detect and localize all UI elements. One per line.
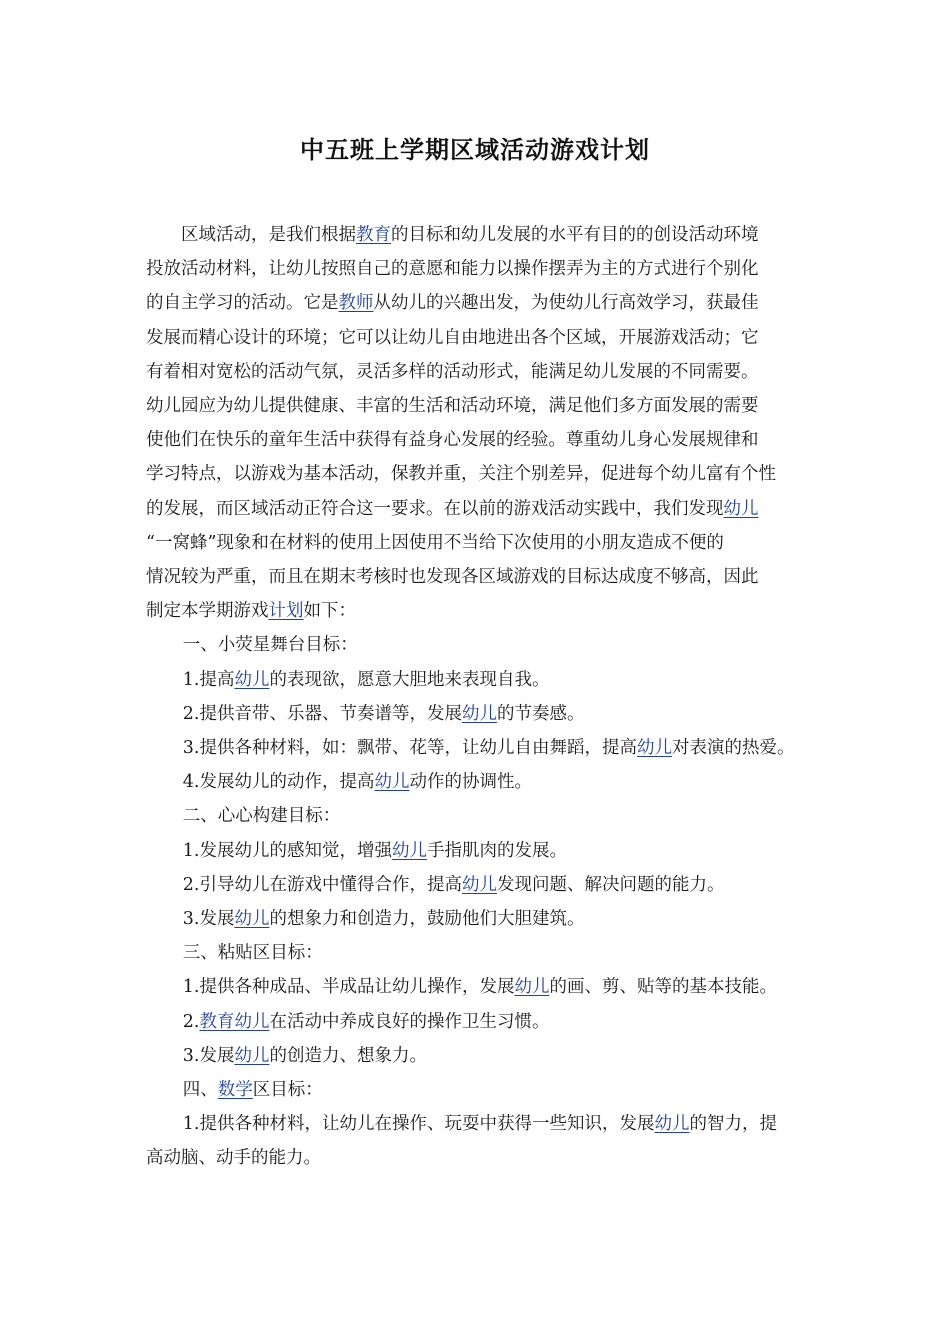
link-youer[interactable]: 幼儿 [461, 703, 497, 724]
text-run: 3.发展 [182, 1045, 235, 1066]
link-shuxue[interactable]: 数学 [217, 1080, 253, 1101]
link-jihua[interactable]: 计划 [268, 601, 304, 622]
section-heading-3: 三、粘贴区目标： [182, 943, 323, 964]
intro-line-6: 幼儿园应为幼儿提供健康、丰富的生活和活动环境，满足他们多方面发展的需要 [146, 396, 759, 417]
link-youer[interactable]: 幼儿 [461, 874, 497, 895]
link-jiaoshi[interactable]: 教师 [338, 293, 374, 314]
text-run: 从幼儿的兴趣出发，为使幼儿行高效学习，获最佳 [373, 293, 759, 314]
text-run: 3.提供各种材料，如：飘带、花等，让幼儿自由舞蹈，提高 [182, 738, 637, 759]
section-2-item-2 [146, 868, 810, 902]
link-youer[interactable]: 幼儿 [636, 738, 672, 759]
document-title: 中五班上学期区域活动游戏计划 [300, 135, 650, 164]
text-run: 手指肌肉的发展。 [426, 840, 567, 861]
link-jiaoyu[interactable]: 教育 [356, 225, 391, 245]
section-heading-1: 一、小荧星舞台目标： [182, 635, 358, 656]
intro-line-12 [146, 594, 810, 628]
section-1-item-1 [146, 663, 810, 697]
intro-line-11: 情况较为严重，而且在期末考核时也发现各区域游戏的目标达成度不够高，因此 [146, 567, 759, 588]
intro-line-10: “一窝蜂”现象和在材料的使用上因使用不当给下次使用的小朋友造成不便的 [146, 532, 724, 553]
text-run: 的发展，而区域活动正符合这一要求。在以前的游戏活动实践中，我们发现 [146, 498, 724, 519]
section-4-item-1 [146, 1107, 810, 1141]
text-run: 的目标和幼儿发展的水平有目的的创设活动环境 [391, 225, 759, 245]
text-run: 的自主学习的活动。它是 [146, 293, 339, 314]
link-youer[interactable]: 幼儿 [234, 1045, 270, 1066]
section-1-item-4 [146, 765, 810, 799]
text-run: 发现问题、解决问题的能力。 [496, 874, 725, 895]
intro-line-5: 有着相对宽松的活动气氛，灵活多样的活动形式，能满足幼儿发展的不同需要。 [146, 361, 759, 382]
text-run: 1.发展幼儿的感知觉，增强 [182, 840, 392, 861]
text-run: 的创造力、想象力。 [269, 1045, 427, 1066]
text-run: 的画、剪、贴等的基本技能。 [549, 977, 777, 998]
section-3-item-2 [146, 1005, 810, 1039]
text-run: 制定本学期游戏 [146, 601, 269, 622]
text-run: 四、 [182, 1080, 218, 1101]
text-run: 1.提高 [182, 669, 235, 690]
text-run: 2. [182, 1011, 200, 1032]
section-3-item-1 [146, 970, 810, 1004]
text-run: 如下： [303, 601, 356, 622]
text-run: 3.发展 [182, 909, 235, 930]
text-run: 动作的协调性。 [409, 772, 532, 793]
text-run: 对表演的热爱。 [671, 738, 795, 759]
text-run: 1.提供各种成品、半成品让幼儿操作，发展 [182, 977, 515, 998]
link-youer[interactable]: 幼儿 [391, 840, 427, 861]
section-4-item-1-cont: 高动脑、动手的能力。 [146, 1148, 321, 1169]
link-youer[interactable]: 幼儿 [374, 772, 410, 793]
text-run: 2.提供音带、乐器、节奏谱等，发展 [182, 703, 462, 724]
section-1-item-2 [146, 697, 810, 731]
text-run: 的表现欲，愿意大胆地来表现自我。 [269, 669, 550, 690]
text-run: 在活动中养成良好的操作卫生习惯。 [269, 1011, 550, 1032]
text-run: 区目标： [252, 1080, 323, 1101]
intro-line-2: 投放活动材料，让幼儿按照自己的意愿和能力以操作摆弄为主的方式进行个别化 [146, 259, 759, 280]
intro-line-9 [146, 492, 810, 526]
text-run: 4.发展幼儿的动作，提高 [182, 772, 375, 793]
section-2-item-3 [146, 902, 810, 936]
text-run: 2.引导幼儿在游戏中懂得合作，提高 [182, 874, 462, 895]
link-youer[interactable]: 幼儿 [234, 669, 270, 690]
section-heading-4 [146, 1073, 810, 1107]
section-3-item-3 [146, 1039, 810, 1073]
section-1-item-3 [146, 731, 810, 765]
text-run: 的智力，提 [689, 1114, 777, 1135]
intro-line-4: 发展而精心设计的环境；它可以让幼儿自由地进出各个区域，开展游戏活动；它 [146, 327, 759, 348]
text-run: 的想象力和创造力，鼓励他们大胆建筑。 [269, 909, 585, 930]
text-run: 1.提供各种材料，让幼儿在操作、玩耍中获得一些知识，发展 [182, 1114, 655, 1135]
link-youer[interactable]: 幼儿 [723, 498, 759, 519]
intro-line-8: 学习特点，以游戏为基本活动，保教并重，关注个别差异，促进每个幼儿富有个性 [146, 464, 776, 485]
link-youer[interactable]: 幼儿 [234, 909, 270, 930]
intro-line-7: 使他们在快乐的童年生活中获得有益身心发展的经验。尊重幼儿身心发展规律和 [146, 430, 759, 451]
intro-line-3 [146, 286, 810, 320]
link-jiaoyu-youer[interactable]: 教育幼儿 [199, 1011, 270, 1032]
link-youer[interactable]: 幼儿 [654, 1114, 690, 1135]
link-youer[interactable]: 幼儿 [514, 977, 550, 998]
text-run: 的节奏感。 [496, 703, 585, 724]
section-2-item-1 [146, 834, 810, 868]
section-heading-2: 二、心心构建目标： [182, 806, 341, 827]
document-body [146, 218, 810, 1176]
intro-line-1 [146, 218, 810, 252]
text-run: 区域活动，是我们根据 [181, 225, 356, 245]
